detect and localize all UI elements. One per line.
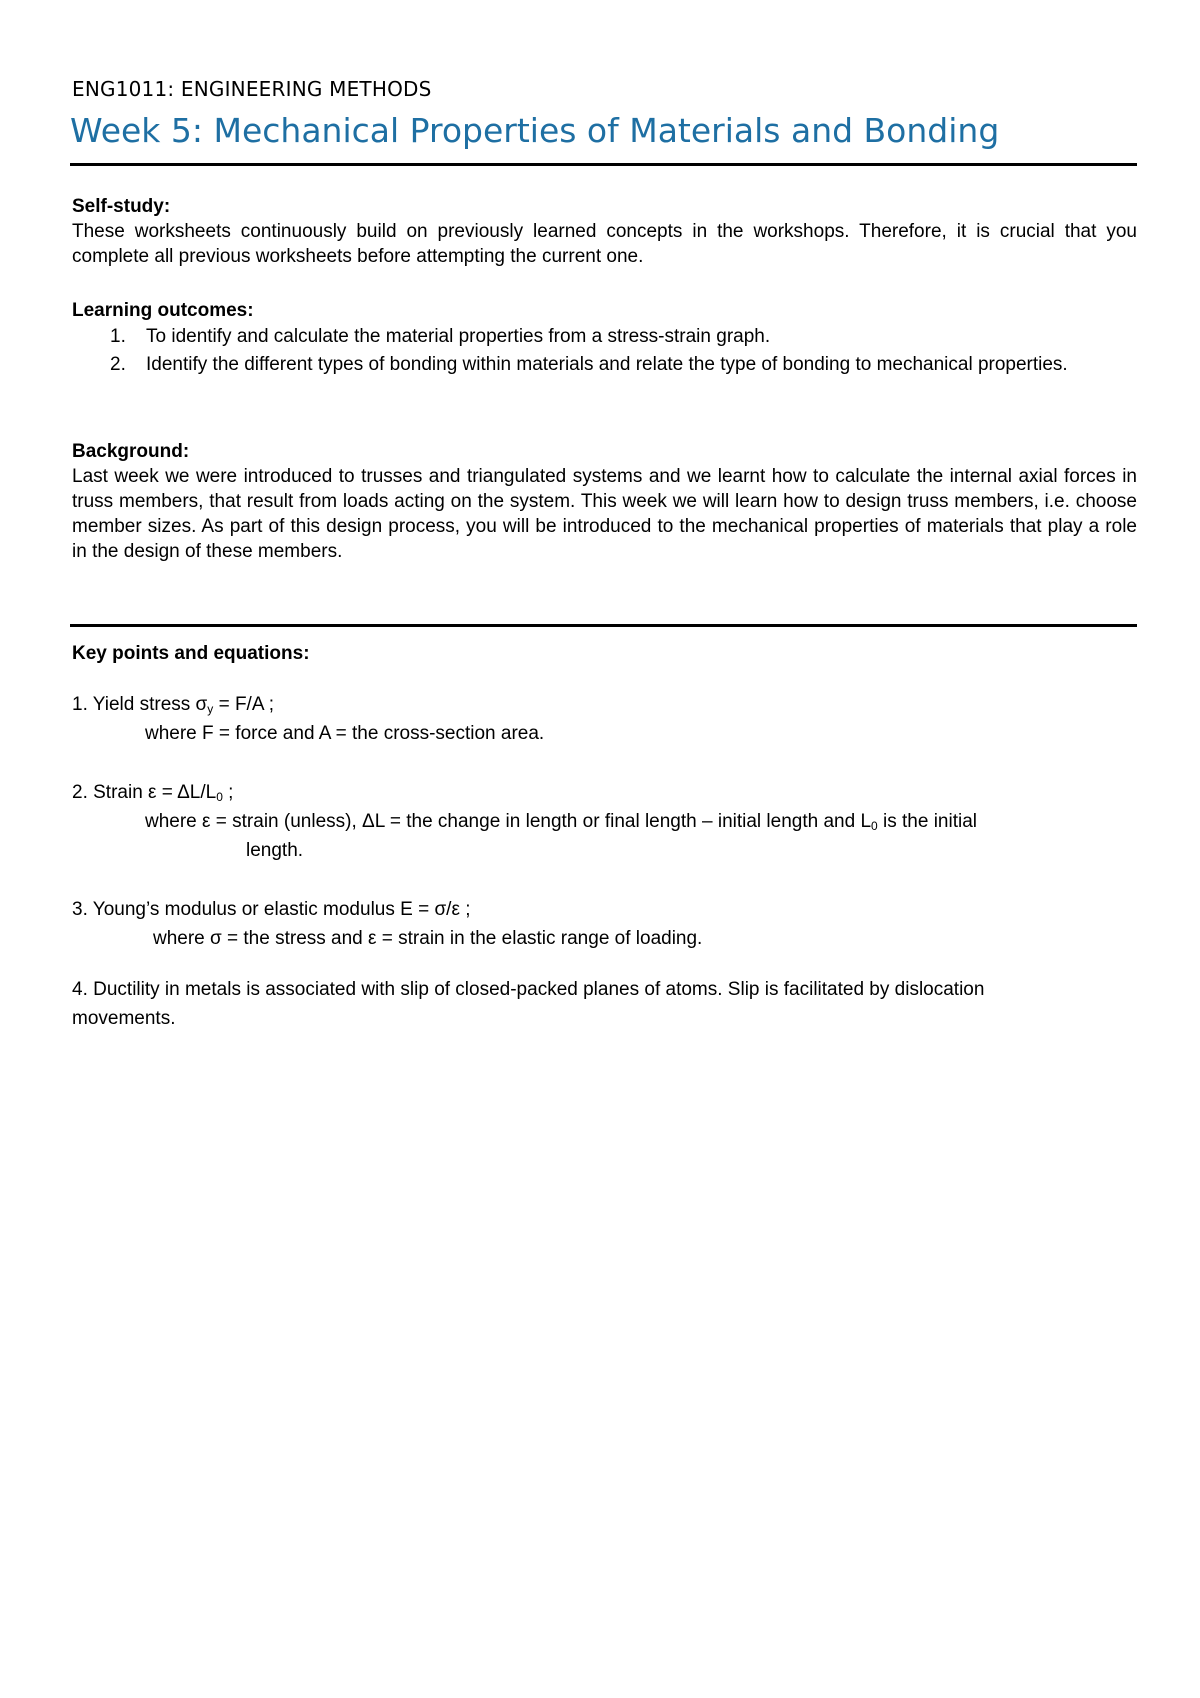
equation-line: 3. Young’s modulus or elastic modulus E = σ/ε ; xyxy=(72,899,471,920)
key-point-strain xyxy=(72,778,1137,865)
list-item xyxy=(72,351,1137,379)
learning-outcomes-list xyxy=(72,323,1137,379)
background-heading: Background: xyxy=(72,441,190,462)
background-section xyxy=(72,439,1137,564)
self-study-heading: Self-study: xyxy=(72,196,171,217)
equation-where: where ε = strain (unless), ΔL = the change in length or final length – initial length and $L_0$ is the initial xyxy=(145,811,977,833)
learning-outcomes-heading: Learning outcomes: xyxy=(72,300,254,321)
equation-where: where F = force and A = the cross-section area. xyxy=(145,723,545,744)
page-title: Week 5: Mechanical Properties of Materials and Bonding xyxy=(70,111,1000,150)
key-points-section xyxy=(72,639,1137,1033)
self-study-section xyxy=(72,194,1137,269)
key-point-ductility: 4. Ductility in metals is associated with slip of closed-packed planes of atoms. Slip is facilitated by dislocation movements. xyxy=(72,979,985,1029)
equation-where: where σ = the stress and ε = strain in the elastic range of loading. xyxy=(153,928,703,949)
self-study-text: These worksheets continuously build on previously learned concepts in the workshops. Therefore, it is crucial that you complete all previous worksheets before attempting the current one. xyxy=(72,221,1137,267)
key-point-yield-stress xyxy=(72,690,1137,748)
equation-line: 2. Strain $\varepsilon = \Delta L/L_0$ ; xyxy=(72,782,234,804)
key-points-heading: Key points and equations: xyxy=(72,643,310,664)
list-item-number: 2. xyxy=(110,354,126,375)
section-divider xyxy=(70,624,1137,627)
title-divider xyxy=(70,163,1137,166)
key-point-youngs-modulus xyxy=(72,895,1137,953)
list-item-number: 1. xyxy=(110,326,126,347)
list-item-text: To identify and calculate the material properties from a stress-strain graph. xyxy=(146,326,771,347)
list-item-text: Identify the different types of bonding within materials and relate the type of bonding to mechanical properties. xyxy=(146,354,1068,375)
course-code: ENG1011: ENGINEERING METHODS xyxy=(72,77,432,101)
learning-outcomes-section xyxy=(72,298,1137,379)
background-text: Last week we were introduced to trusses and triangulated systems and we learnt how to calculate the internal axial forces in truss members, that result from loads acting on the system. This week we will learn how to design truss members, i.e. choose member sizes. As part of this design process, you will be introduced to the mechanical properties of materials that play a role in the design of these members. xyxy=(72,466,1137,562)
list-item xyxy=(72,323,1137,351)
equation-line: 1. Yield stress $\sigma_y = F/A$ ; xyxy=(72,694,275,716)
equation-where-continued: length. xyxy=(246,840,304,861)
